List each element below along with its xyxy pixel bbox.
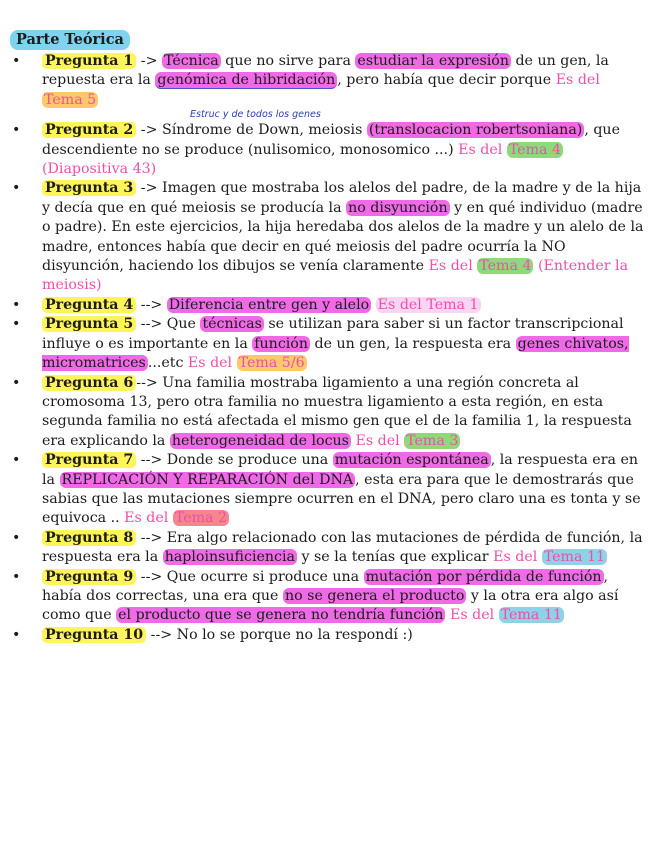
text: y en qué individuo (madre o padre). En este ejercicios, la hija heredaba dos alelos de la madre y un alelo de la madre, entonces había que decir en qué meiosis del padre ocurría la NO disyunción, haciendo los dibujos se venía claramente — [42, 199, 644, 275]
list-item — [0, 626, 656, 645]
question-label: Pregunta 4 — [42, 297, 136, 313]
text: se utilizan para saber si un factor transcripcional influye o es importante en la — [42, 316, 624, 352]
question-label: Pregunta 7 — [42, 452, 136, 468]
text: --> Que — [136, 316, 201, 333]
text: que no sirve para — [220, 53, 356, 69]
bullet-icon: • — [12, 568, 21, 585]
question-label: Pregunta 6 — [42, 375, 136, 391]
text: , la respuesta era en la — [42, 452, 638, 488]
highlight: no se genera el producto — [284, 587, 465, 604]
question-label: Pregunta 8 — [42, 530, 136, 546]
list-item — [0, 374, 656, 452]
highlight: genómica de hibridación — [157, 72, 336, 89]
highlight: mutación por pérdida de función — [365, 568, 602, 585]
highlight: haploinsuficiencia — [164, 549, 295, 566]
question-label: Pregunta 5 — [42, 316, 136, 332]
text: --> Era algo relacionado con las mutaciones de pérdida de función, la respuesta era la — [42, 529, 643, 566]
text: , esta era para que le demostrarás que sabias que las mutaciones siempre ocurren en el DNA, pero claro una es tonta y se equivoca .. — [42, 471, 641, 527]
text: -> Imagen que mostraba los alelos del padre, de la madre y de la hija y decía que en qué meiosis se producía la — [42, 180, 642, 216]
question-list — [0, 52, 656, 645]
text: -> — [136, 53, 162, 69]
bullet-icon: • — [12, 529, 21, 546]
topic-tag: Tema 3 — [406, 432, 459, 449]
text: --> No lo se porque no la respondí :) — [146, 626, 413, 643]
topic-tag: Es del Tema 1 — [377, 296, 479, 313]
text: y la otra era algo así como que — [42, 587, 619, 624]
topic-ref: Es del — [187, 355, 237, 372]
text: ...etc — [147, 355, 188, 372]
highlight: estudiar la expresión — [357, 53, 509, 69]
text: --> Que ocurre si produce una — [136, 568, 364, 585]
bullet-icon: • — [12, 296, 21, 313]
bullet-icon: • — [12, 374, 21, 391]
question-label: Pregunta 3 — [42, 180, 136, 196]
text: , pero había que decir porque — [337, 72, 556, 89]
question-label: Pregunta 9 — [42, 569, 136, 585]
highlight: el producto que se genera no tendría función — [118, 607, 444, 624]
bullet-icon: • — [12, 452, 21, 469]
question-label: Pregunta 2 — [42, 122, 136, 138]
highlight: genes chivatos, micromatrices — [42, 335, 629, 372]
question-label: Pregunta 1 — [42, 53, 136, 69]
list-item — [0, 451, 656, 529]
text: -> Síndrome de Down, meiosis — [136, 122, 367, 139]
topic-tag: Tema 4 — [479, 258, 532, 275]
text: de un gen, la repuesta era la — [42, 53, 609, 89]
list-item — [0, 121, 656, 179]
highlight: no disyunción — [348, 199, 448, 216]
highlight: técnicas — [202, 316, 262, 333]
topic-tag: Tema 5/6 — [238, 355, 305, 372]
topic-ref: Es del — [555, 72, 600, 89]
highlight: (translocacion robertsoniana) — [368, 122, 583, 139]
text — [371, 297, 376, 313]
handwritten-note: Estruc y de todos los genes — [190, 109, 321, 121]
topic-tag: Tema 2 — [174, 510, 228, 527]
topic-ref: (Entender la meiosis) — [42, 258, 629, 294]
topic-ref: Es del — [458, 141, 507, 158]
text: --> Una familia mostraba ligamiento a una región concreta al cromosoma 13, pero otra familia no muestra ligamiento a esta región, en esta segunda familia no está afectada el mismo gen que el de la familia 1, la respuesta era explicando la — [42, 374, 632, 449]
bullet-icon: • — [12, 53, 21, 69]
question-label: Pregunta 10 — [42, 627, 146, 643]
text: y se la tenías que explicar — [296, 549, 494, 566]
section-title: Parte Teórica — [10, 30, 130, 50]
highlight: REPLICACIÓN Y REPARACIÓN del DNA — [61, 471, 354, 488]
text: , había dos correctas, una era que — [42, 568, 609, 604]
bullet-icon: • — [12, 122, 21, 139]
bullet-icon: • — [12, 626, 21, 643]
text: --> Donde se produce una — [136, 452, 333, 469]
text: de un gen, la respuesta era — [310, 335, 516, 352]
list-item — [0, 568, 656, 626]
highlight: mutación espontánea — [334, 452, 489, 469]
topic-ref: Es del — [449, 607, 499, 624]
topic-tag: Tema 5 — [44, 91, 97, 108]
highlight: función — [254, 335, 308, 352]
list-item — [0, 529, 656, 568]
list-item — [0, 52, 656, 121]
bullet-icon: • — [12, 316, 21, 333]
topic-ref: (Diapositiva 43) — [42, 161, 157, 178]
text: --> — [136, 296, 167, 313]
highlight: Técnica — [163, 53, 219, 69]
list-item — [0, 315, 656, 373]
topic-ref: Es del — [493, 549, 542, 566]
list-item — [0, 179, 656, 295]
list-item — [0, 296, 656, 315]
topic-tag: Tema 4 — [508, 141, 562, 158]
topic-tag: Tema 11 — [543, 549, 606, 566]
topic-ref: Es del — [355, 432, 405, 449]
topic-ref: Es del — [124, 510, 173, 527]
topic-tag: Tema 11 — [500, 607, 562, 624]
highlight: heterogeneidad de locus — [171, 432, 349, 449]
topic-ref: Es del — [428, 258, 478, 275]
bullet-icon: • — [12, 180, 21, 197]
text: , que descendiente no se produce (nulisomico, monosomico ...) — [42, 122, 620, 158]
highlight: Diferencia entre gen y alelo — [168, 296, 370, 313]
